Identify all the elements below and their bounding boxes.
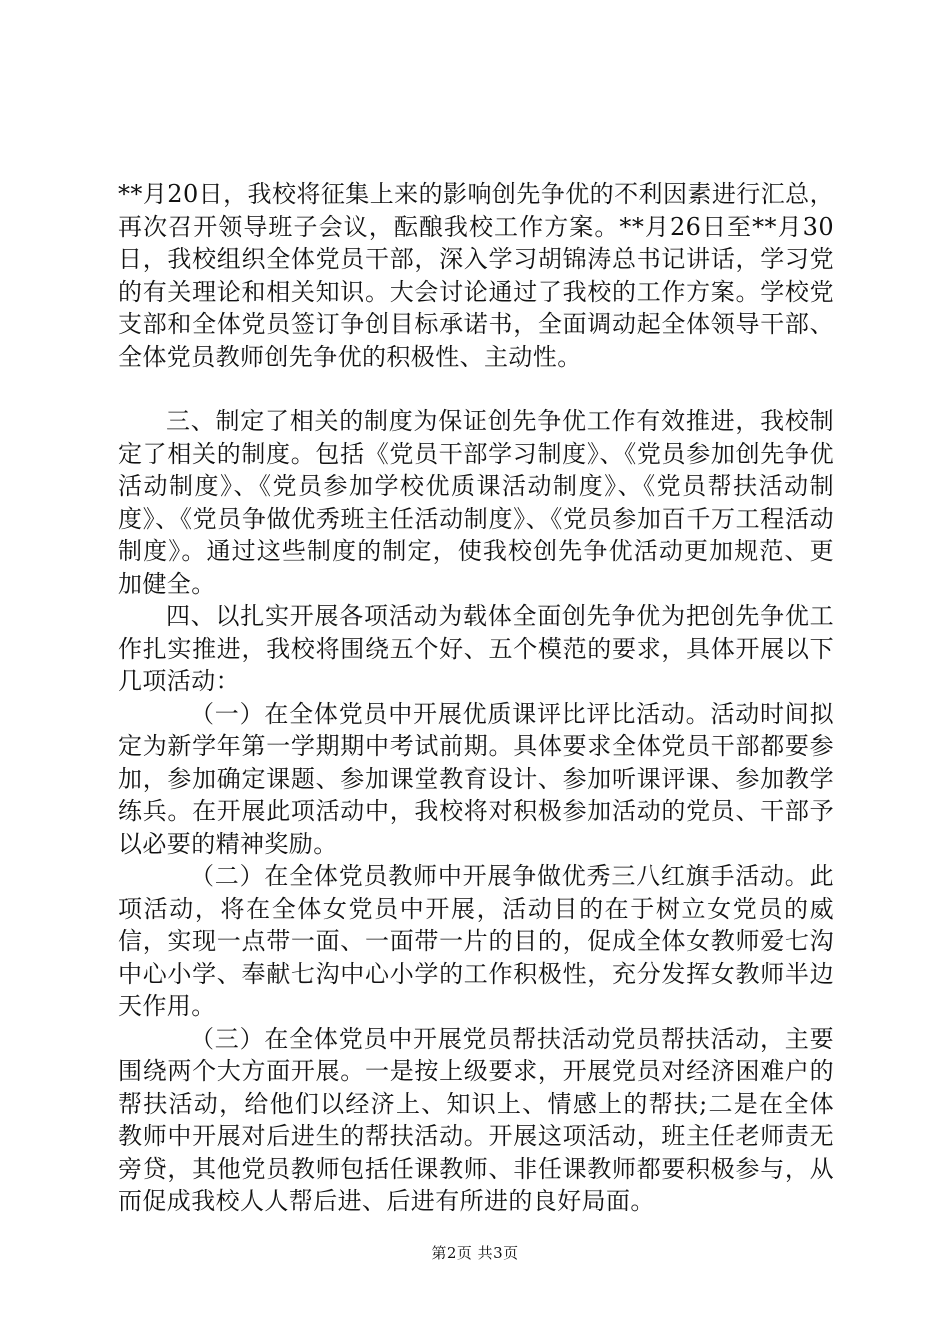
paragraph-section-4: 四、以扎实开展各项活动为载体全面创先争优为把创先争优工作扎实推进，我校将围绕五个好、五个模范的要求，具体开展以下几项活动： [118, 602, 834, 695]
document-body [118, 178, 834, 1218]
paragraph-section-3: 三、制定了相关的制度为保证创先争优工作有效推进，我校制定了相关的制度。包括《党员干部学习制度》、《党员参加创先争优活动制度》、《党员参加学校优质课活动制度》、《党员帮扶活动制度》、《党员争做优秀班主任活动制度》、《党员参加百千万工程活动制度》。通过这些制度的制定，使我校创先争优活动更加规范、更加健全。 [118, 407, 834, 598]
paragraph-1: **月20日，我校将征集上来的影响创先争优的不利因素进行汇总，再次召开领导班子会议，酝酿我校工作方案。**月26日至**月30日，我校组织全体党员干部，深入学习胡锦涛总书记讲话，学习党的有关理论和相关知识。大会讨论通过了我校的工作方案。学校党支部和全体党员签订争创目标承诺书，全面调动起全体领导干部、全体党员教师创先争优的积极性、主动性。 [118, 180, 834, 371]
paragraph-item-1: （一）在全体党员中开展优质课评比评比活动。活动时间拟定为新学年第一学期期中考试前期。具体要求全体党员干部都要参加，参加确定课题、参加课堂教育设计、参加听课评课、参加教学练兵。在开展此项活动中，我校将对积极参加活动的党员、干部予以必要的精神奖励。 [118, 699, 834, 858]
paragraph-item-3: （三）在全体党员中开展党员帮扶活动党员帮扶活动，主要围绕两个大方面开展。一是按上级要求，开展党员对经济困难户的帮扶活动，给他们以经济上、知识上、情感上的帮扶;二是在全体教师中开展对后进生的帮扶活动。开展这项活动，班主任老师责无旁贷，其他党员教师包括任课教师、非任课教师都要积极参与，从而促成我校人人帮后进、后进有所进的良好局面。 [118, 1024, 834, 1215]
page-number-footer: 第2页 共3页 [431, 1244, 519, 1262]
paragraph-item-2: （二）在全体党员教师中开展争做优秀三八红旗手活动。此项活动，将在全体女党员中开展，活动目的在于树立女党员的威信，实现一点带一面、一面带一片的目的，促成全体女教师爱七沟中心小学、奉献七沟中心小学的工作积极性，充分发挥女教师半边天作用。 [118, 862, 834, 1020]
